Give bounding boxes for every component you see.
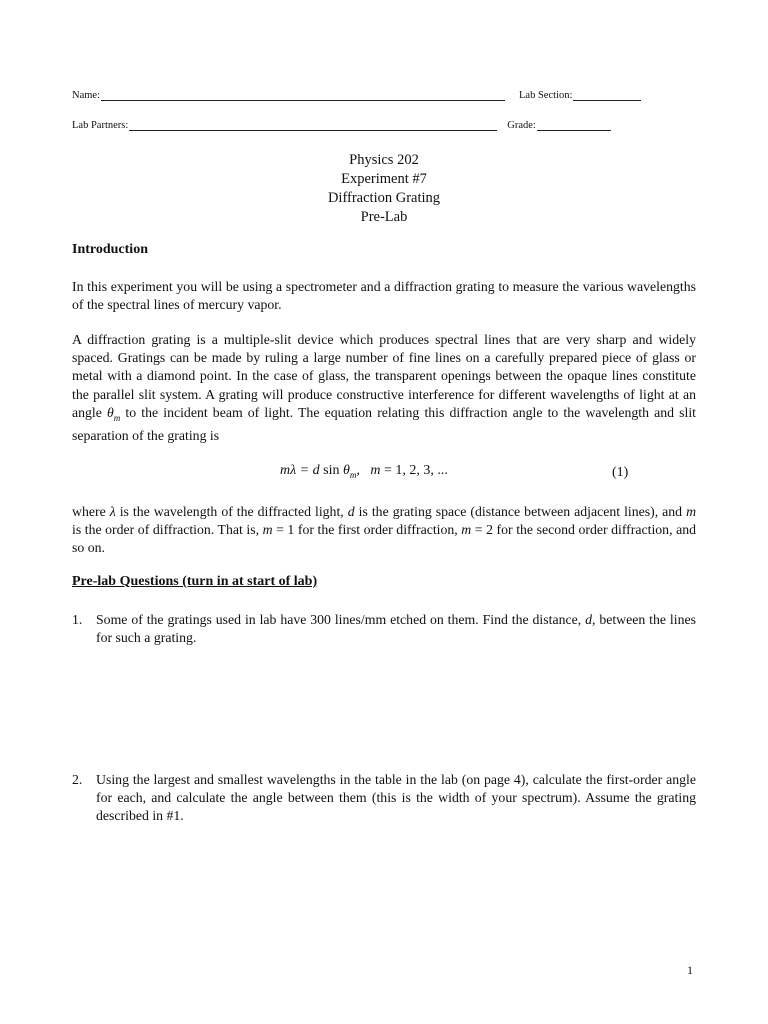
- question-2: [72, 771, 696, 826]
- question-2-number: 2.: [72, 772, 83, 787]
- name-line: [72, 90, 645, 101]
- topic-title: Diffraction Grating: [327, 190, 441, 206]
- name-label: Name:: [72, 90, 100, 101]
- lab-section-label: Lab Section:: [519, 90, 573, 101]
- question-1-number: 1.: [72, 612, 83, 627]
- equation-number: (1): [612, 465, 629, 480]
- grade-label: Grade:: [507, 120, 536, 131]
- para2-text-b: to the incident beam of light. The equation relating this diffraction angle to the wavelength and slit separation of the grating is: [72, 404, 697, 443]
- theta-symbol: $\theta_m$: [107, 404, 121, 423]
- grade-field[interactable]: [537, 120, 611, 131]
- lab-partners-field[interactable]: [129, 120, 497, 131]
- lab-section-field[interactable]: [573, 90, 641, 101]
- course-title: Physics 202: [349, 152, 419, 168]
- lab-partners-label: Lab Partners:: [72, 120, 129, 131]
- lambda-symbol: λ: [109, 504, 116, 519]
- equation-body: mλ = d $\sin \theta_m$, m = 1, 2, 3, ...: [280, 463, 448, 480]
- partners-line: [72, 120, 615, 131]
- title-block: [0, 151, 768, 227]
- page-number: 1: [687, 963, 693, 977]
- intro-paragraph-1: In this experiment you will be using a spectrometer and a diffraction grating to measure the various wavelengths of the spectral lines of mercury vapor.: [72, 279, 696, 313]
- grating-equation: [0, 463, 768, 485]
- explanation-paragraph: where λ is the wavelength of the diffracted light, d is the grating space (distance between adjacent lines), and m is the order of diffraction. That is, m = 1 for the first order diffraction, m = 2 for the second order diffraction, and so on.: [72, 504, 697, 556]
- question-1: [72, 611, 696, 647]
- intro-paragraph-2: [72, 331, 696, 445]
- experiment-title: Experiment #7: [341, 171, 427, 187]
- prelab-subtitle: Pre-Lab: [360, 209, 408, 225]
- introduction-heading: Introduction: [72, 242, 148, 257]
- prelab-heading: Pre-lab Questions (turn in at start of lab): [72, 574, 318, 589]
- para2-text-a: A diffraction grating is a multiple-slit device which produces spectral lines that are very sharp and widely spaced. Gratings can be made by ruling a large number of fine lines on a carefully prepared piece of glass or metal with a diamond point. In the case of glass, the transparent openings between the opaque lines constitute the parallel slit system. A grating will produce constructive interference for different wavelengths of light at an angle: [72, 332, 696, 420]
- question-2-text: Using the largest and smallest wavelengths in the table in the lab (on page 4), calculate the first-order angle for each, and calculate the angle between them (this is the width of your spectrum). Assume the grating described in #1.: [96, 772, 696, 824]
- name-field[interactable]: [101, 90, 505, 101]
- question-1-text: Some of the gratings used in lab have 300 lines/mm etched on them. Find the distance, d, between the lines for such a grating.: [96, 612, 696, 646]
